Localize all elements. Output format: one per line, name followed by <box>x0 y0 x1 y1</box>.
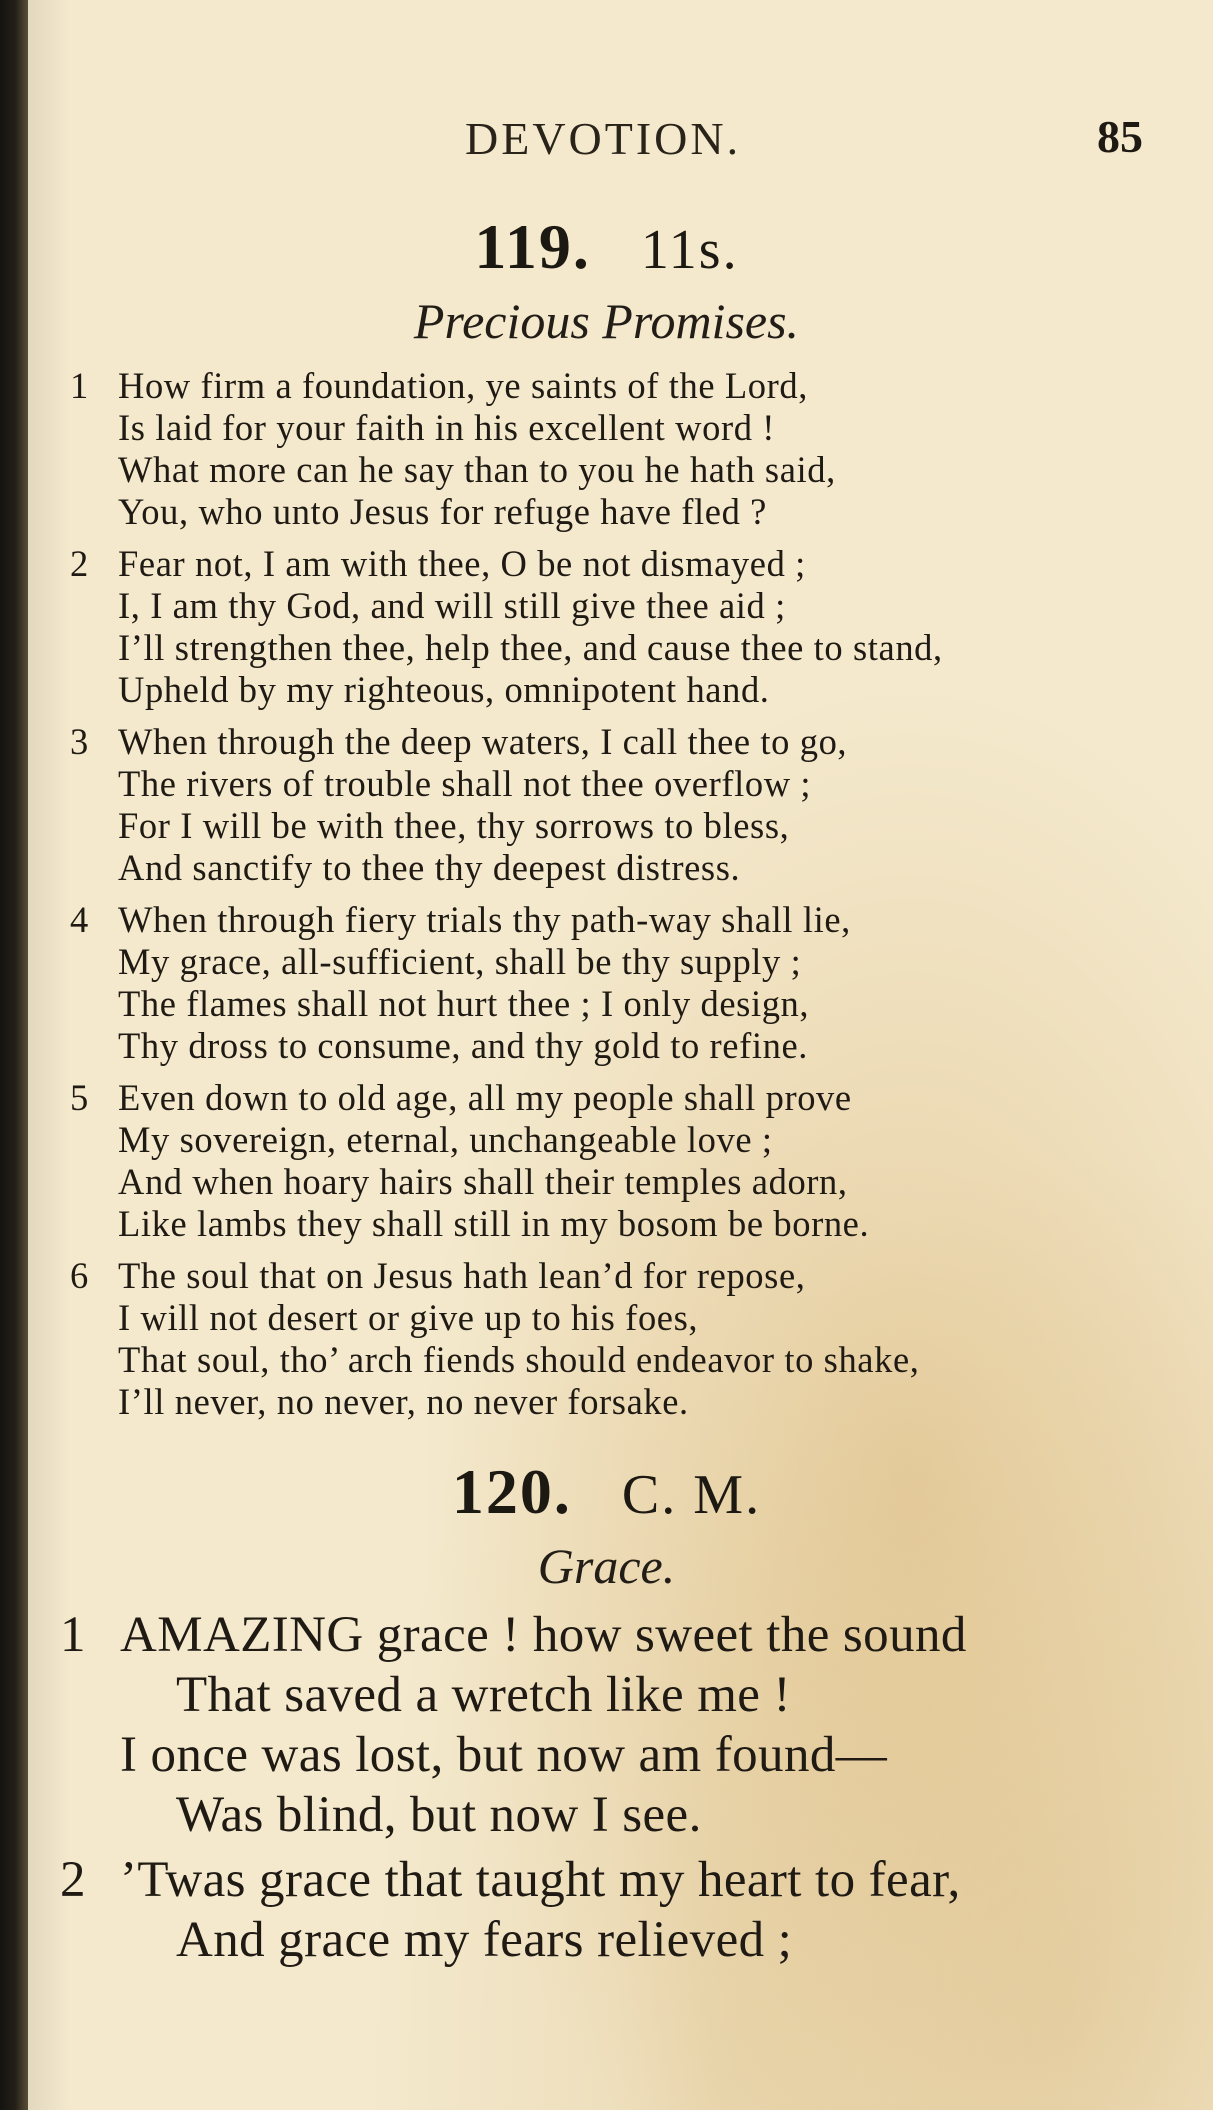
stanza-number: 1 <box>60 1607 86 1663</box>
stanza-line: And sanctify to thee thy deepest distress. <box>118 847 741 888</box>
stanza-line: And when hoary hairs shall their temples adorn, <box>118 1161 848 1202</box>
stanza-number: 6 <box>70 1255 89 1296</box>
stanza-number: 5 <box>70 1077 89 1118</box>
stanza-line: My sovereign, eternal, unchangeable love ; <box>118 1119 773 1160</box>
stanza-line: Upheld by my righteous, omnipotent hand. <box>118 669 770 710</box>
stanza-119-3 <box>70 721 1180 889</box>
hymn-number: 120. <box>451 1456 572 1527</box>
page-number: 85 <box>1097 111 1143 162</box>
stanza-number: 4 <box>70 899 89 940</box>
stanza-line: I’ll never, no never, no never forsake. <box>118 1381 689 1422</box>
hymn-meter: 11s. <box>640 219 739 281</box>
stanza-number: 2 <box>70 543 89 584</box>
stanza-line: ’Twas grace that taught my heart to fear, <box>120 1852 961 1908</box>
stanza-120-1 <box>60 1605 1180 1845</box>
hymn-meter: C. M. <box>621 1464 762 1526</box>
stanza-119-5 <box>70 1077 1180 1245</box>
stanza-line: That soul, tho’ arch fiends should endeavor to shake, <box>118 1339 920 1380</box>
stanza-line: Even down to old age, all my people shall prove <box>118 1077 852 1118</box>
stanza-line: When through the deep waters, I call thee to go, <box>118 721 848 762</box>
stanza-line: When through fiery trials thy path-way shall lie, <box>118 899 851 940</box>
stanza-line: I, I am thy God, and will still give thee aid ; <box>118 585 786 626</box>
page-header <box>0 112 1213 172</box>
stanza-line: The flames shall not hurt thee ; I only design, <box>118 983 810 1024</box>
stanza-119-6 <box>70 1255 1180 1423</box>
stanza-line: I once was lost, but now am found— <box>120 1727 888 1783</box>
stanza-number: 1 <box>70 365 89 406</box>
stanza-line: That saved a wretch like me ! <box>176 1667 791 1723</box>
stanza-line: You, who unto Jesus for refuge have fled ? <box>118 491 767 532</box>
stanza-120-2 <box>60 1850 1180 1970</box>
hymn-120-heading <box>0 1455 1213 1529</box>
stanza-line: I’ll strengthen thee, help thee, and cause thee to stand, <box>118 627 943 668</box>
stanza-line: Like lambs they shall still in my bosom be borne. <box>118 1203 870 1244</box>
hymn-title: Grace. <box>537 1538 676 1594</box>
stanza-line: My grace, all-sufficient, shall be thy supply ; <box>118 941 802 982</box>
hymn-119-heading <box>0 210 1213 284</box>
stanza-119-4 <box>70 899 1180 1067</box>
stanza-line: And grace my fears relieved ; <box>176 1912 793 1968</box>
stanza-line: I will not desert or give up to his foes, <box>118 1297 699 1338</box>
stanza-line: How firm a foundation, ye saints of the Lord, <box>118 365 808 406</box>
stanza-line: The rivers of trouble shall not thee overflow ; <box>118 763 812 804</box>
stanza-number: 2 <box>60 1852 86 1908</box>
stanza-line: Fear not, I am with thee, O be not dismayed ; <box>118 543 806 584</box>
stanza-line: AMAZING grace ! how sweet the sound <box>120 1607 967 1663</box>
stanza-number: 3 <box>70 721 89 762</box>
stanza-119-1 <box>70 365 1180 533</box>
stanza-line: What more can he say than to you he hath said, <box>118 449 836 490</box>
stanza-line: Is laid for your faith in his excellent word ! <box>118 407 776 448</box>
stanza-line: Was blind, but now I see. <box>176 1787 702 1843</box>
running-title: DEVOTION. <box>465 113 742 164</box>
stanza-line: Thy dross to consume, and thy gold to refine. <box>118 1025 808 1066</box>
stanza-119-2 <box>70 543 1180 711</box>
hymn-title: Precious Promises. <box>413 293 800 349</box>
stanza-line: The soul that on Jesus hath lean’d for repose, <box>118 1255 806 1296</box>
stanza-line: For I will be with thee, thy sorrows to bless, <box>118 805 790 846</box>
hymn-number: 119. <box>474 211 591 282</box>
